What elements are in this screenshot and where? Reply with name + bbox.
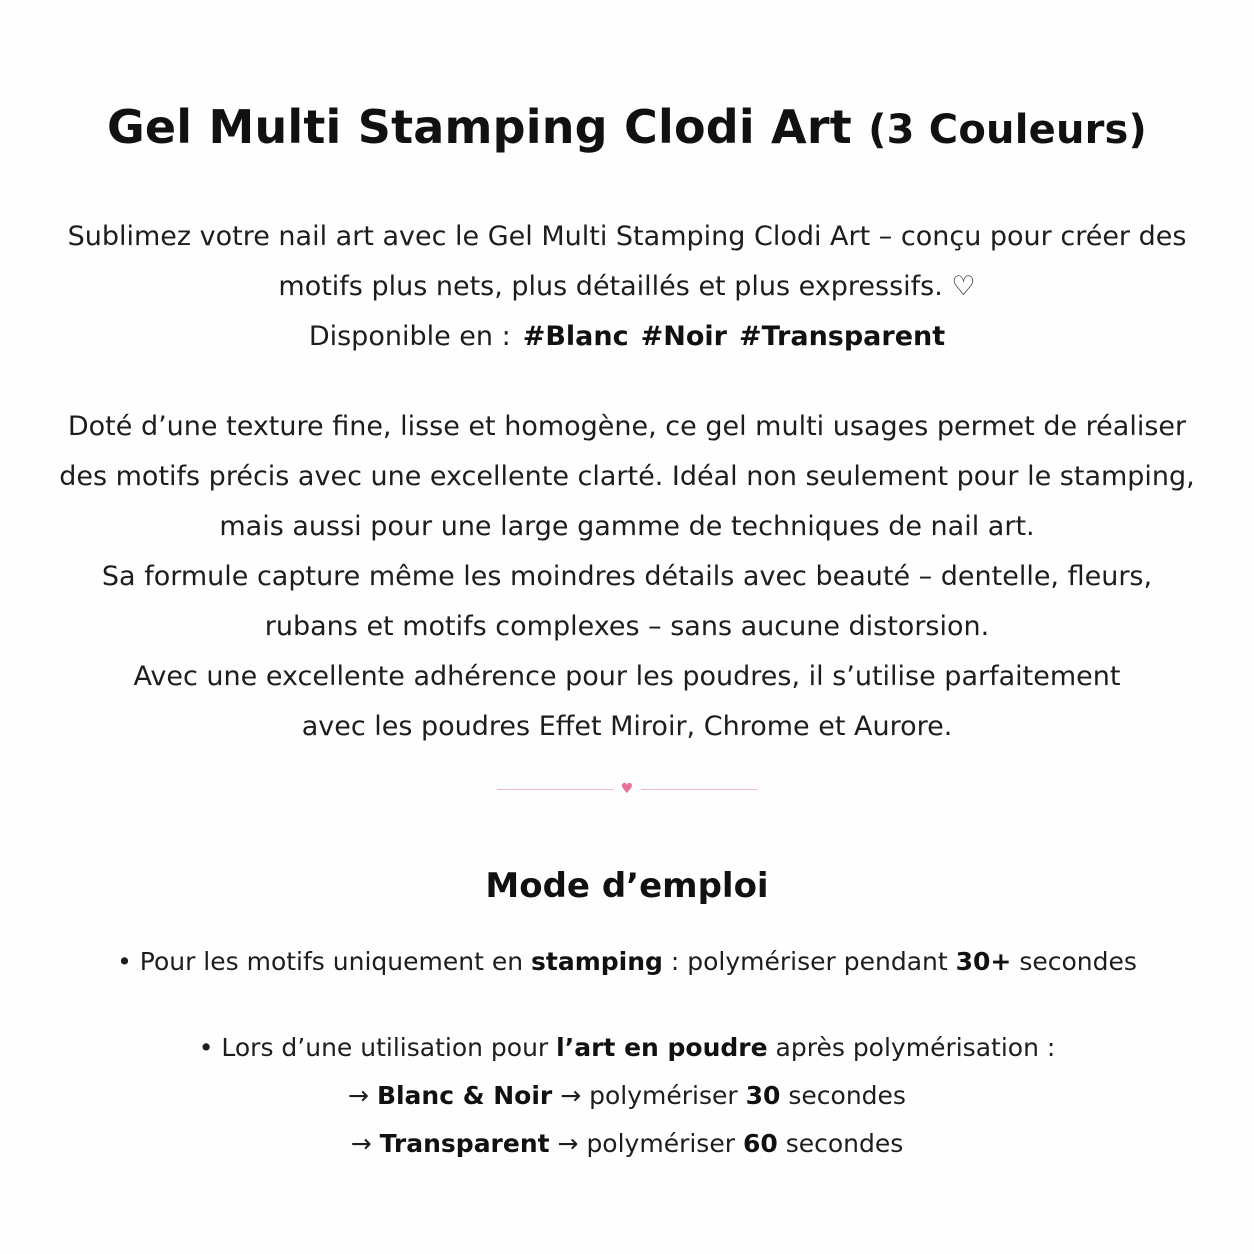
stamping-unit: secondes	[1019, 947, 1137, 976]
page-title	[0, 100, 1254, 154]
availability-line	[60, 312, 1194, 362]
stamping-prefix: • Pour les motifs uniquement en	[117, 947, 524, 976]
powder-row-transparent	[60, 1120, 1194, 1168]
title-main: Gel Multi Stamping Clodi Art	[106, 100, 852, 154]
available-label: Disponible en :	[308, 321, 511, 352]
heart-icon: ♥	[620, 781, 634, 797]
powder-row-blanc-noir	[60, 1072, 1194, 1120]
description-line: Sa formule capture même les moindres détails avec beauté – dentelle, fleurs,	[101, 561, 1153, 592]
powder-duration: 60	[742, 1129, 778, 1158]
description-line: avec les poudres Effet Miroir, Chrome et Aurore.	[301, 711, 953, 742]
tag-blanc: #Blanc	[522, 321, 629, 352]
description-line: Doté d’une texture fine, lisse et homogène, ce gel multi usages permet de réaliser	[67, 411, 1187, 442]
description-paragraph	[50, 402, 1204, 752]
description-line: mais aussi pour une large gamme de techniques de nail art.	[219, 511, 1035, 542]
description-line: rubans et motifs complexes – sans aucune distorsion.	[264, 611, 990, 642]
usage-stamping-line	[60, 938, 1194, 986]
arrow-icon: →	[350, 1129, 372, 1158]
stamping-keyword: stamping	[531, 947, 663, 976]
usage-stamping	[60, 938, 1194, 986]
intro-line-1: Sublimez votre nail art avec le Gel Multi Stamping Clodi Art – conçu pour créer des	[67, 221, 1187, 252]
powder-colors: Transparent	[379, 1129, 550, 1158]
powder-unit: secondes	[788, 1081, 906, 1110]
usage-powder-line	[60, 1024, 1194, 1072]
tag-noir: #Noir	[640, 321, 727, 352]
tag-transparent: #Transparent	[738, 321, 946, 352]
description-line: Avec une excellente adhérence pour les poudres, il s’utilise parfaitement	[133, 661, 1121, 692]
usage-heading: Mode d’emploi	[485, 866, 769, 906]
powder-action: → polymériser	[557, 1129, 735, 1158]
usage-powder	[60, 1024, 1194, 1168]
powder-action: → polymériser	[560, 1081, 738, 1110]
powder-suffix: après polymérisation :	[775, 1033, 1056, 1062]
divider-rule-left	[497, 789, 613, 790]
stamping-duration: 30+	[955, 947, 1012, 976]
description-line: des motifs précis avec une excellente clarté. Idéal non seulement pour le stamping,	[59, 461, 1195, 492]
powder-unit: secondes	[785, 1129, 904, 1158]
stamping-middle: : polymériser pendant	[670, 947, 948, 976]
powder-prefix: • Lors d’une utilisation pour	[198, 1033, 549, 1062]
powder-colors: Blanc & Noir	[376, 1081, 553, 1110]
title-suffix: (3 Couleurs)	[868, 107, 1148, 153]
intro-paragraph	[60, 212, 1194, 362]
divider-rule-right	[641, 789, 757, 790]
section-divider	[497, 779, 757, 799]
intro-line-2: motifs plus nets, plus détaillés et plus expressifs. ♡	[278, 271, 976, 302]
arrow-icon: →	[348, 1081, 369, 1110]
powder-keyword: l’art en poudre	[556, 1033, 768, 1062]
powder-duration: 30	[745, 1081, 781, 1110]
